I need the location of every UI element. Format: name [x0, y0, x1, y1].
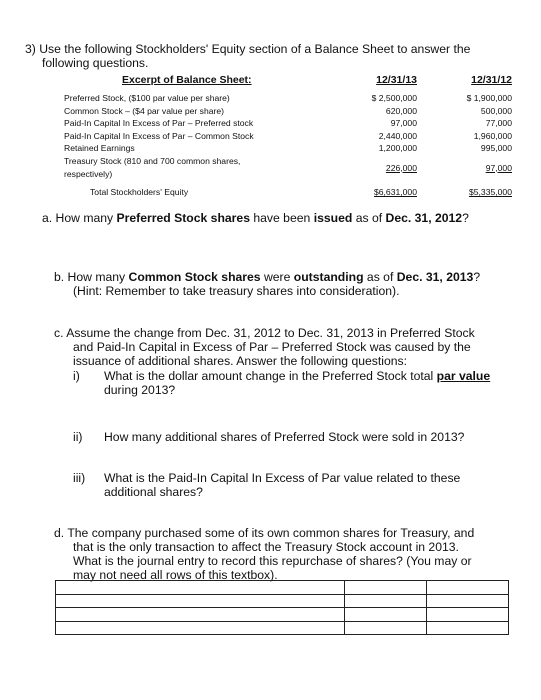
part-b-text: as of [363, 270, 397, 284]
part-c-ii-question: How many additional shares of Preferred Stock were sold in 2013? [104, 430, 465, 444]
journal-entry-textbox[interactable] [55, 580, 509, 635]
debit-cell[interactable] [345, 608, 427, 622]
treasury-label-line2: respectively) [64, 168, 113, 179]
part-b-bold-outstanding: outstanding [293, 270, 364, 284]
part-d-line3: What is the journal entry to record this repurchase of shares? (You may or [73, 554, 472, 568]
row-value-2012: 77,000 [485, 118, 512, 129]
part-a-text: have been [249, 211, 314, 225]
part-d-line1: d. The company purchased some of its own common shares for Treasury, and [54, 526, 475, 540]
part-b-text: were [260, 270, 294, 284]
total-label: Total Stockholders' Equity [90, 187, 189, 198]
part-c-i-line2: during 2013? [104, 383, 176, 397]
part-c-iii-line2: additional shares? [104, 485, 203, 499]
treasury-label-line1: Treasury Stock (810 and 700 common shares, [64, 155, 241, 166]
balance-row [64, 117, 512, 130]
debit-cell[interactable] [345, 594, 427, 608]
part-d-line2: that is the only transaction to affect the Treasury Stock account in 2013. [73, 540, 459, 554]
part-c-iii-line1: What is the Paid-In Capital In Excess of Par value related to these [104, 471, 461, 485]
part-a-text: a. How many [42, 211, 117, 225]
balance-row [64, 142, 512, 155]
part-c-ii-number: ii) [73, 430, 83, 444]
part-a-bold-date: Dec. 31, 2012 [385, 211, 463, 225]
question-3-intro-line1: 3) Use the following Stockholders' Equity section of a Balance Sheet to answer the [25, 42, 471, 56]
row-label: Common Stock – ($4 par value per share) [64, 105, 225, 116]
row-value-2013: 2,440,000 [378, 130, 417, 141]
treasury-row-line2 [64, 162, 512, 181]
credit-cell[interactable] [427, 581, 509, 595]
row-value-2012: 1,960,000 [473, 130, 512, 141]
account-cell[interactable] [56, 621, 345, 635]
debit-cell[interactable] [345, 581, 427, 595]
row-label: Paid-In Capital In Excess of Par – Preferred stock [64, 118, 254, 129]
journal-entry-row [56, 621, 509, 635]
balance-sheet-excerpt [64, 74, 512, 199]
part-b-text: ? [473, 270, 481, 284]
part-a-bold-issued: issued [313, 211, 353, 225]
row-value-2012: 995,000 [480, 143, 512, 154]
credit-cell[interactable] [427, 621, 509, 635]
row-label: Retained Earnings [64, 143, 135, 154]
part-c-i-text: What is the dollar amount change in the Preferred Stock total [104, 369, 437, 383]
part-b-hint: (Hint: Remember to take treasury shares into consideration). [73, 284, 400, 298]
treasury-value-2012: 97,000 [485, 162, 512, 173]
row-value-2012: 500,000 [480, 105, 512, 116]
part-a-text: as of [352, 211, 386, 225]
journal-entry-row [56, 608, 509, 622]
balance-sheet-title: Excerpt of Balance Sheet: [122, 74, 252, 86]
part-b-bold-common-shares: Common Stock shares [128, 270, 261, 284]
row-value-2012: $ 1,900,000 [466, 93, 512, 103]
part-c-line3: issuance of additional shares. Answer the following questions: [73, 354, 408, 368]
debit-cell[interactable] [345, 621, 427, 635]
total-value-2013: $6,631,000 [373, 187, 417, 198]
account-cell[interactable] [56, 594, 345, 608]
balance-row [64, 130, 512, 143]
column-header-2013: 12/31/13 [376, 74, 417, 86]
row-value-2013: 620,000 [385, 105, 417, 116]
part-b-bold-date: Dec. 31, 2013 [396, 270, 474, 284]
part-c-i-question [104, 369, 490, 384]
column-header-2012: 12/31/12 [471, 74, 512, 86]
row-value-2013: 97,000 [390, 118, 417, 129]
journal-entry-row [56, 594, 509, 608]
account-cell[interactable] [56, 581, 345, 595]
part-c-i-bold-par-value: par value [436, 369, 491, 383]
part-a-question [42, 211, 469, 226]
row-label: Paid-In Capital In Excess of Par – Common Stock [64, 130, 254, 141]
part-a-bold-preferred-shares: Preferred Stock shares [116, 211, 250, 225]
balance-sheet-header [64, 74, 512, 92]
journal-entry-row [56, 581, 509, 595]
part-b-question [54, 270, 480, 285]
total-row [64, 186, 512, 199]
balance-row [64, 105, 512, 118]
part-d-line4: may not need all rows of this textbox). [73, 568, 278, 582]
part-b-text: b. How many [54, 270, 129, 284]
row-value-2013: 1,200,000 [378, 143, 417, 154]
part-c-line2: and Paid-In Capital in Excess of Par – Preferred Stock was caused by the [73, 340, 471, 354]
part-c-i-number: i) [73, 369, 80, 383]
treasury-row-line1 [64, 155, 512, 168]
credit-cell[interactable] [427, 608, 509, 622]
part-c-line1: c. Assume the change from Dec. 31, 2012 to Dec. 31, 2013 in Preferred Stock [54, 326, 475, 340]
treasury-value-2013: 226,000 [385, 162, 417, 173]
row-value-2013: $ 2,500,000 [371, 93, 417, 103]
question-3-intro-line2: following questions. [42, 56, 149, 70]
part-a-text: ? [462, 211, 469, 225]
account-cell[interactable] [56, 608, 345, 622]
row-label: Preferred Stock, ($100 par value per share) [64, 93, 230, 103]
credit-cell[interactable] [427, 594, 509, 608]
part-c-iii-number: iii) [73, 471, 86, 485]
total-value-2012: $5,335,000 [468, 187, 512, 198]
balance-row [64, 92, 512, 105]
